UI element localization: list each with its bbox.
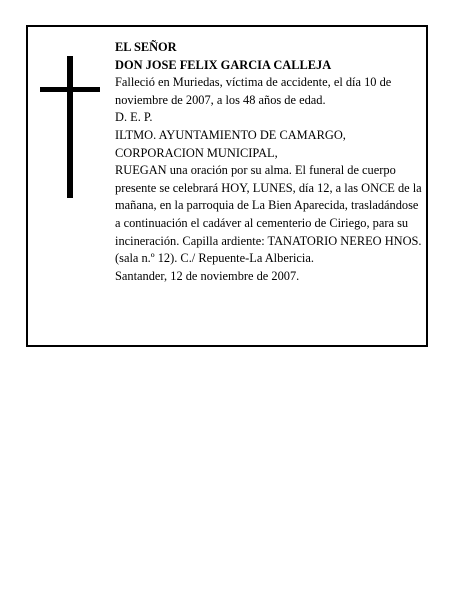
institution-line-2: CORPORACION MUNICIPAL,: [115, 145, 278, 160]
place-date: Santander, 12 de noviembre de 2007.: [115, 268, 300, 283]
cross-horizontal-bar: [40, 87, 100, 92]
obituary-notice: [26, 25, 428, 347]
deceased-name: DON JOSE FELIX GARCIA CALLEJA: [115, 57, 332, 72]
rip-line: D. E. P.: [115, 110, 153, 125]
death-info: Falleció en Muriedas, víctima de accidente, el día 10 de noviembre de 2007, a los 48 años de edad.: [115, 75, 392, 107]
notice-text: [115, 39, 423, 285]
institution-line-1: ILTMO. AYUNTAMIENTO DE CAMARGO,: [115, 127, 346, 142]
funeral-request: RUEGAN una oración por su alma. El funeral de cuerpo presente se celebrará HOY, LUNES, día 12, a las ONCE de la mañana, en la parroquia de La Bien Aparecida, trasladándose a continuación el cadáver al cementerio de Ciriego, para su incineración. Capilla ardiente: TANATORIO NEREO HNOS. (sala n.º 12). C./ Repuente-La Albericia.: [115, 163, 422, 266]
cross-icon: [40, 56, 100, 198]
title-line: EL SEÑOR: [115, 40, 177, 54]
cross-vertical-bar: [67, 56, 73, 198]
